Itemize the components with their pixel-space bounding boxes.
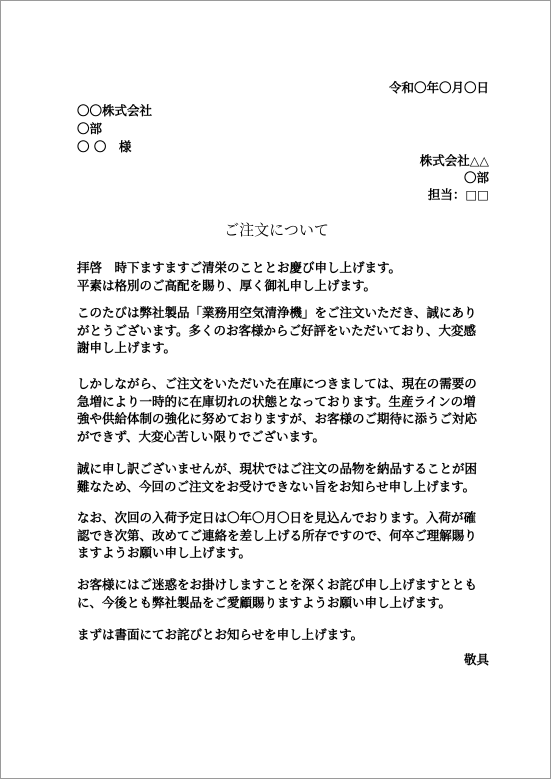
paragraph-line: 難なため、今回のご注文をお受けできない旨をお知らせ申し上げます。 [77,478,476,494]
paragraph-line: ますようお願い申し上げます。 [77,545,252,560]
body-paragraph-1 [77,304,497,357]
paragraph-line: 認でき次第、改めてご連絡を差し上げる所存ですので、何卒ご理解賜り [77,527,477,543]
body-paragraph-5 [77,576,497,611]
paragraph-line: 急増により一時的に在庫切れの状態となっております。生産ラインの増 [77,393,476,409]
paragraph-line: お客様にはご迷惑をお掛けしますことを深くお詫び申し上げますととも [77,577,478,592]
greeting-line: 平素は格別のご高配を賜り、厚く御礼申し上げます。 [77,277,377,293]
recipient-department: 〇部 [77,121,103,136]
letter-date: 令和〇年〇月〇日 [388,80,489,95]
letter-closing: 敬具 [463,652,489,667]
letter-title: ご注文について [224,221,329,239]
body-paragraph-6 [77,626,497,644]
sender-department: 〇部 [463,170,489,185]
paragraph-line: がとうございます。多くのお客様からご好評をいただいており、大変感 [77,322,477,338]
paragraph-line: ができず、大変心苦しい限りでございます。 [77,428,326,444]
greeting-paragraph [77,259,497,294]
paragraph-line: 謝申し上げます。 [77,340,177,355]
recipient-company: 〇〇株式会社 [77,103,153,118]
sender-person: 担当：□□ [427,187,489,202]
paragraph-line: に、今後とも弊社製品をご愛顧賜りますようお願い申し上げます。 [77,594,452,610]
body-paragraph-2 [77,375,497,445]
body-paragraph-4 [77,509,497,562]
greeting-line: 拝啓 時下ますますご清栄のこととお慶び申し上げます。 [77,260,402,275]
paragraph-line: このたびは弊社製品「業務用空気清浄機」をご注文いただき、誠にあり [77,305,477,320]
paragraph-line: 強や供給体制の強化に努めておりますが、お客様のご期待に添うご対応 [77,411,478,426]
paragraph-line: まずは書面にてお詫びとお知らせを申し上げます。 [77,627,364,642]
body-paragraph-3 [77,460,497,495]
paragraph-line: なお、次回の入荷予定日は〇年〇月〇日を見込んでおります。入荷が確 [77,510,477,525]
sender-company: 株式会社△△ [419,153,489,168]
recipient-name: 〇 〇 様 [77,139,132,154]
paragraph-line: 誠に申し訳ございませんが、現状ではご注文の品物を納品することが困 [77,461,478,476]
paragraph-line: しかしながら、ご注文をいただいた在庫につきましては、現在の需要の [77,376,477,391]
